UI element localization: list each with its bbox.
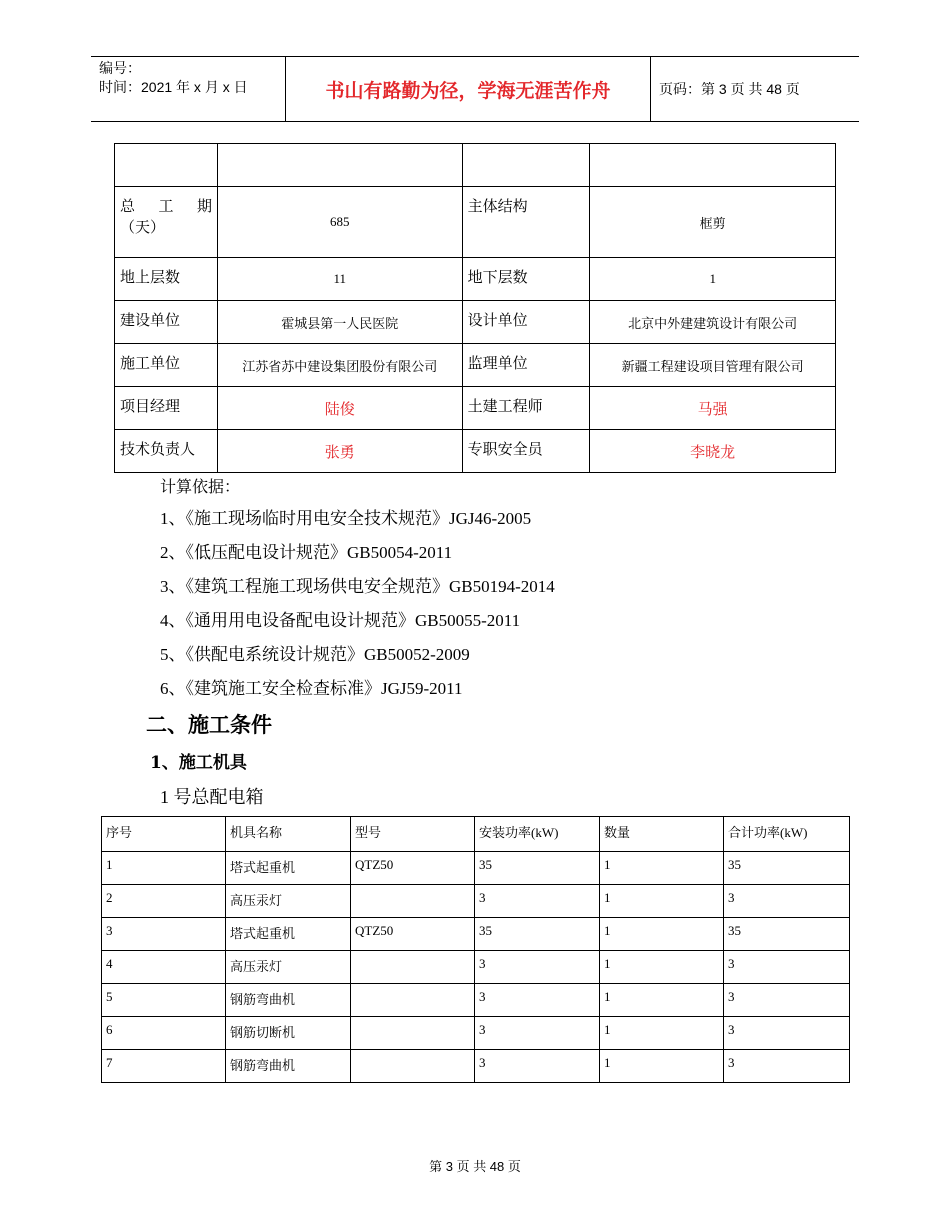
table-cell: QTZ50 [351,852,475,885]
table-cell: 3 [475,885,600,918]
table-cell: 2 [102,885,226,918]
section-heading: 二、施工条件 [146,712,272,737]
list-item: 1、《施工现场临时用电安全技术规范》JGJ46-2005 [160,509,532,528]
floors-below-value: 1 [590,258,836,301]
table-cell: 3 [724,1017,850,1050]
structure-value: 框剪 [590,187,836,258]
table-cell: 35 [724,918,850,951]
table-cell: 1 [102,852,226,885]
table-cell: 3 [475,1050,600,1083]
table-row [115,144,836,187]
civil-engineer-value: 马强 [590,387,836,430]
table-cell: 7 [102,1050,226,1083]
contractor-value: 江苏省苏中建设集团股份有限公司 [217,344,462,387]
owner-value: 霍城县第一人民医院 [217,301,462,344]
table-cell: 塔式起重机 [226,918,351,951]
column-header: 型号 [351,817,475,852]
table-row [115,258,836,301]
page-header [91,56,859,122]
calculation-basis [160,474,555,711]
list-item: 3、《建筑工程施工现场供电安全规范》GB50194-2014 [160,577,555,596]
column-header: 数量 [600,817,724,852]
tech-lead-value: 张勇 [217,430,462,473]
table-row [102,918,850,951]
table-cell [351,1017,475,1050]
duration-label: 总 工 期 （天） [115,187,218,258]
column-header: 合计功率(kW) [724,817,850,852]
table-cell: 钢筋弯曲机 [226,984,351,1017]
table-cell: 4 [102,951,226,984]
table-cell: 3 [102,918,226,951]
table-row [102,984,850,1017]
table-row [102,852,850,885]
designer-value: 北京中外建建筑设计有限公司 [590,301,836,344]
designer-label: 设计单位 [462,301,590,344]
table-cell: 1 [600,984,724,1017]
table-cell: 3 [724,885,850,918]
table-cell: 3 [724,1050,850,1083]
list-item: 6、《建筑施工安全检查标准》JGJ59-2011 [160,679,463,698]
table-cell: 5 [102,984,226,1017]
table-cell: 钢筋切断机 [226,1017,351,1050]
floors-above-label: 地上层数 [115,258,218,301]
table-cell: 1 [600,1017,724,1050]
header-page-info: 页码：第 3 页 共 48 页 [659,81,800,97]
list-item: 2、《低压配电设计规范》GB50054-2011 [160,543,453,562]
table-row [115,387,836,430]
table-cell: 1 [600,918,724,951]
structure-label: 主体结构 [462,187,590,258]
empty-cell [590,144,836,187]
supervisor-label: 监理单位 [462,344,590,387]
table-cell: 6 [102,1017,226,1050]
table-cell [351,1050,475,1083]
empty-cell [115,144,218,187]
floors-above-value: 11 [217,258,462,301]
page-footer: 第 3 页 共 48 页 [429,1159,521,1174]
safety-officer-label: 专职安全员 [462,430,590,473]
table-cell: 3 [724,984,850,1017]
owner-label: 建设单位 [115,301,218,344]
table-cell: 35 [724,852,850,885]
table-cell: 1 [600,951,724,984]
column-header: 机具名称 [226,817,351,852]
table-row [115,187,836,258]
header-meta [91,57,286,121]
table-row [115,430,836,473]
table-cell: 高压汞灯 [226,885,351,918]
table-cell [351,984,475,1017]
table-row [115,301,836,344]
table-cell: 3 [724,951,850,984]
table-cell: 35 [475,918,600,951]
table-cell: 1 [600,1050,724,1083]
table-cell: 1 [600,885,724,918]
header-motto: 书山有路勤为径，学海无涯苦作舟 [286,57,651,121]
table-row [115,344,836,387]
table-row [102,951,850,984]
basis-title: 计算依据： [160,479,241,496]
table-cell: QTZ50 [351,918,475,951]
table-row [102,885,850,918]
column-header: 序号 [102,817,226,852]
list-item: 4、《通用用电设备配电设计规范》GB50055-2011 [160,611,521,630]
safety-officer-value: 李晓龙 [590,430,836,473]
column-header: 安装功率(kW) [475,817,600,852]
civil-engineer-label: 土建工程师 [462,387,590,430]
pm-label: 项目经理 [115,387,218,430]
empty-cell [462,144,590,187]
subsection-heading: 1、施工机具 [150,753,247,773]
table-cell: 塔式起重机 [226,852,351,885]
table-cell: 3 [475,984,600,1017]
table-cell: 高压汞灯 [226,951,351,984]
table-cell: 3 [475,951,600,984]
machine-table [101,816,850,1083]
table-cell [351,885,475,918]
table-cell: 钢筋弯曲机 [226,1050,351,1083]
tech-lead-label: 技术负责人 [115,430,218,473]
table-row [102,1017,850,1050]
table-cell: 3 [475,1017,600,1050]
distribution-box-title: 1 号总配电箱 [160,787,264,807]
supervisor-value: 新疆工程建设项目管理有限公司 [590,344,836,387]
list-item: 5、《供配电系统设计规范》GB50052-2009 [160,645,470,664]
header-number: 编号： [99,60,141,76]
table-cell [351,951,475,984]
floors-below-label: 地下层数 [462,258,590,301]
header-time: 时间：2021 年 x 月 x 日 [99,79,248,95]
pm-value: 陆俊 [217,387,462,430]
table-cell: 1 [600,852,724,885]
empty-cell [217,144,462,187]
table-cell: 35 [475,852,600,885]
table-row [102,1050,850,1083]
contractor-label: 施工单位 [115,344,218,387]
duration-value: 685 [217,187,462,258]
table-header-row [102,817,850,852]
project-info-table [114,143,836,473]
